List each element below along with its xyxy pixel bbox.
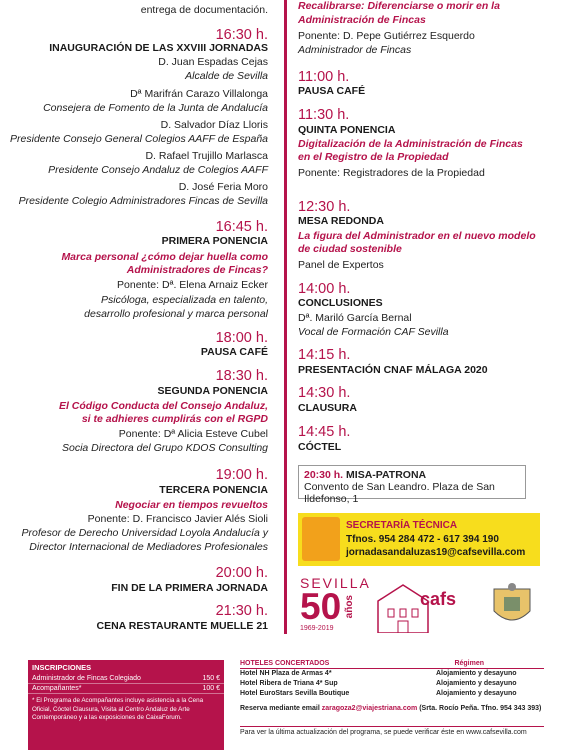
talk-title: si te adhieres cumplirás con el RGPD [81, 413, 268, 425]
time-1230: 12:30 h. [298, 199, 351, 215]
speaker-role: Presidente Colegio Administradores Fincas de Sevilla [18, 195, 268, 207]
time-1445: 14:45 h. [298, 424, 351, 440]
hotel-name: Hotel EuroStars Sevilla Boutique [240, 690, 350, 697]
hotel-name: Hotel Ribera de Triana 4* Sup [240, 680, 338, 687]
speaker: Panel de Expertos [298, 259, 384, 271]
price-label: Administrador de Fincas Colegiado [32, 675, 141, 682]
mass-place: Convento de San Leandro. Plaza de San Ildefonso, 1 [304, 481, 495, 505]
session-heading: QUINTA PONENCIA [298, 124, 396, 136]
top-text: entrega de documentación. [140, 4, 268, 16]
time-1630: 16:30 h. [215, 27, 268, 43]
speaker: Ponente: Dª. Elena Arnaiz Ecker [117, 279, 268, 291]
hotels-header [240, 660, 544, 669]
speaker: D. Salvador Díaz Lloris [160, 119, 268, 131]
price-row [28, 674, 224, 684]
years-word: años [344, 595, 355, 619]
price-row [28, 684, 224, 694]
bottom-info [28, 660, 544, 750]
session-heading: PAUSA CAFÉ [200, 346, 268, 358]
time-1800: 18:00 h. [215, 330, 268, 346]
speaker: D. Rafael Trujillo Marlasca [145, 150, 268, 162]
speaker-role: Vocal de Formación CAF Sevilla [298, 326, 449, 338]
talk-title: El Código Conducta del Consejo Andaluz, [58, 400, 268, 412]
hotels-title: HOTELES CONCERTADOS [240, 660, 330, 667]
registration-box [28, 660, 224, 750]
session-heading: PAUSA CAFÉ [298, 85, 366, 97]
coat-of-arms-icon [484, 581, 540, 631]
session-heading: FIN DE LA PRIMERA JORNADA [111, 582, 268, 594]
time-1400: 14:00 h. [298, 281, 351, 297]
time-2000: 20:00 h. [215, 565, 268, 581]
speaker: Ponente: Registradores de la Propiedad [298, 167, 485, 179]
update-note: Para ver la última actualización del programa, se puede verificar éste en www.cafsevilla.com [240, 726, 544, 736]
price-label: Acompañantes* [32, 685, 82, 692]
time-1900: 19:00 h. [215, 467, 268, 483]
speaker-role: Psicóloga, especializada en talento, [101, 294, 268, 306]
hotel-row [240, 669, 544, 679]
companions-note: * El Programa de Acompañantes incluye asistencia a la Cena Oficial, Cóctel Clausura, Visita al Centro Andaluz de Arte Contemporáneo y a las exposiciones de CaixaForum. [32, 697, 204, 721]
hotel-regime: Alojamiento y desayuno [436, 680, 517, 687]
session-heading: CLAUSURA [298, 402, 357, 414]
logos-area [298, 575, 548, 635]
session-heading: CONCLUSIONES [298, 297, 383, 309]
cafs-logo-text: cafs [420, 589, 457, 609]
secretariat-email[interactable]: jornadasandaluzas19@cafsevilla.com [346, 547, 526, 558]
mass-title: MISA-PATRONA [346, 469, 427, 481]
reservation-prefix: Reserva mediante email [240, 705, 322, 712]
session-heading: CÓCTEL [298, 441, 342, 453]
time-1100: 11:00 h. [298, 69, 350, 85]
talk-title: Digitalización de la Administración de Fincas [298, 138, 523, 150]
speaker: Ponente: D. Pepe Gutiérrez Esquerdo [298, 30, 475, 42]
speaker-role: Alcalde de Sevilla [185, 70, 268, 82]
hotel-regime: Alojamiento y desayuno [436, 670, 517, 677]
talk-title: de ciudad sostenible [298, 243, 402, 255]
talk-title: Marca personal ¿cómo dejar huella como [61, 251, 268, 263]
time-1645: 16:45 h. [215, 219, 268, 235]
time-1415: 14:15 h. [298, 347, 351, 363]
sevilla-text: SEVILLA [300, 575, 371, 591]
talk-title: Administradores de Fincas? [126, 264, 268, 276]
inauguration-heading: INAUGURACIÓN DE LAS XXVIII JORNADAS [49, 42, 268, 54]
speaker-role: Socia Directora del Grupo KDOS Consulting [61, 442, 268, 454]
registration-title: INSCRIPCIONES [32, 663, 92, 672]
hotel-row [240, 679, 544, 689]
talk-title: La figura del Administrador en el nuevo modelo [298, 230, 536, 242]
session-heading: CENA RESTAURANTE MUELLE 21 [96, 620, 268, 632]
speaker: Ponente: D. Francisco Javier Alés Sioli [87, 513, 268, 525]
session-heading: TERCERA PONENCIA [159, 484, 268, 496]
reservation-email[interactable]: zaragoza2@viajestriana.com [321, 705, 418, 712]
price-value: 150 € [202, 675, 220, 682]
reservation-line [240, 705, 544, 712]
time-1830: 18:30 h. [215, 368, 268, 384]
years-range: 1969-2019 [300, 625, 334, 632]
hotel-row [240, 689, 544, 699]
speaker-role: desarrollo profesional y marca personal [84, 308, 268, 320]
price-value: 100 € [202, 685, 220, 692]
speaker-role: Profesor de Derecho Universidad Loyola Andalucía y [21, 527, 268, 539]
speaker: Ponente: Dª Alicia Esteve Cubel [118, 428, 268, 440]
session-heading: PRIMERA PONENCIA [161, 235, 268, 247]
agency-logo-icon [302, 517, 340, 561]
time-1430: 14:30 h. [298, 385, 351, 401]
divider-line [284, 0, 287, 634]
secretariat-box [298, 513, 540, 566]
talk-title: Administración de Fincas [298, 14, 426, 26]
speaker: Dª Marifrán Carazo Villalonga [130, 88, 268, 100]
speaker-role: Presidente Consejo Andaluz de Colegios AAFF [48, 164, 268, 176]
speaker-role: Administrador de Fincas [298, 44, 412, 56]
speaker-role: Director Internacional de Mediadores Profesionales [29, 541, 268, 553]
session-heading: MESA REDONDA [298, 215, 384, 227]
regimen-title: Régimen [454, 660, 484, 667]
talk-title: en el Registro de la Propiedad [298, 151, 449, 163]
speaker: D. José Feria Moro [178, 181, 268, 193]
time-2130: 21:30 h. [215, 603, 268, 619]
hotel-name: Hotel NH Plaza de Armas 4* [240, 670, 332, 677]
secretariat-title: SECRETARÍA TÉCNICA [346, 520, 458, 531]
speaker-role: Consejera de Fomento de la Junta de Andalucía [43, 102, 268, 114]
talk-title: Recalibrarse: Diferenciarse o morir en la [298, 0, 500, 12]
hotels-section [240, 660, 544, 736]
secretariat-phones: Tfnos. 954 284 472 - 617 394 190 [346, 533, 499, 545]
speaker-role: Presidente Consejo General Colegios AAFF de España [10, 133, 268, 145]
hotel-regime: Alojamiento y desayuno [436, 690, 517, 697]
fifty-years-number: 50 [300, 586, 342, 627]
mass-time: 20:30 h. [304, 469, 344, 481]
talk-title: Negociar en tiempos revueltos [115, 499, 268, 511]
time-1130: 11:30 h. [298, 107, 350, 123]
session-heading: SEGUNDA PONENCIA [157, 385, 268, 397]
speaker: Dª. Mariló García Bernal [298, 312, 412, 324]
reservation-contact: (Srta. Rocío Peña. Tfno. 954 343 393) [417, 705, 542, 712]
speaker: D. Juan Espadas Cejas [158, 56, 268, 68]
mass-box [298, 465, 526, 505]
session-heading: PRESENTACIÓN CNAF MÁLAGA 2020 [298, 364, 488, 376]
